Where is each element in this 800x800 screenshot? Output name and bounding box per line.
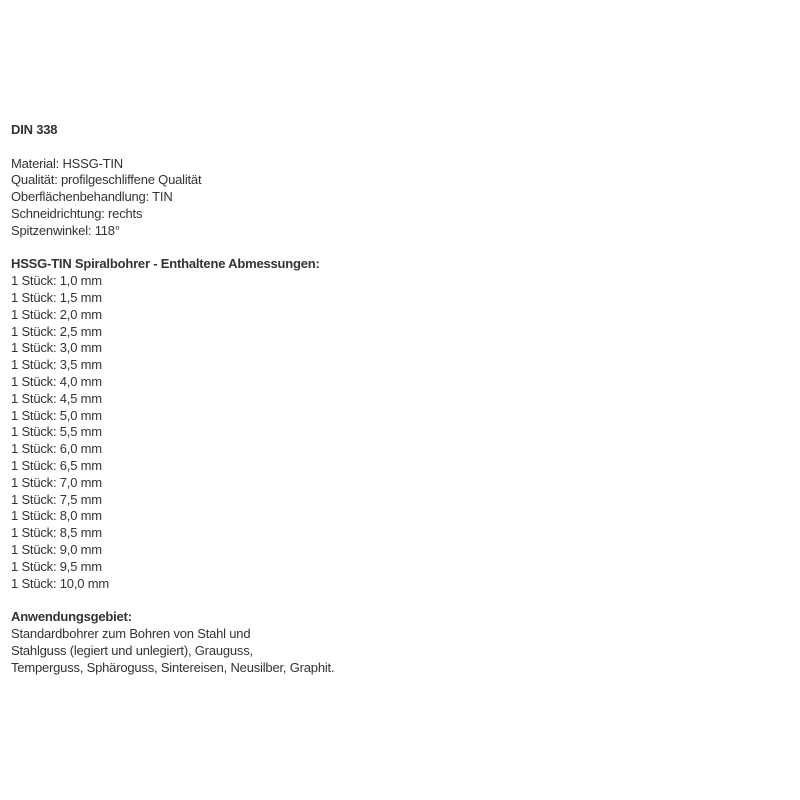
dimensions-list — [11, 273, 771, 592]
application-heading: Anwendungsgebiet: — [11, 609, 132, 625]
dimension-item: 1 Stück: 4,0 mm — [11, 373, 102, 389]
dimension-item: 1 Stück: 6,0 mm — [11, 441, 102, 457]
spacer — [11, 139, 771, 156]
dimension-item: 1 Stück: 7,5 mm — [11, 491, 102, 507]
dimension-item: 1 Stück: 5,5 mm — [11, 424, 102, 440]
standard-title: DIN 338 — [11, 122, 58, 137]
dimension-item: 1 Stück: 9,5 mm — [11, 558, 102, 574]
spec-list — [11, 156, 771, 240]
dimension-item: 1 Stück: 3,5 mm — [11, 357, 102, 373]
product-description — [11, 122, 771, 676]
application-text — [11, 626, 771, 676]
dimension-item: 1 Stück: 10,0 mm — [11, 575, 109, 591]
application-line: Temperguss, Sphäroguss, Sintereisen, Neusilber, Graphit. — [11, 659, 335, 675]
spec-quality: Qualität: profilgeschliffene Qualität — [11, 172, 202, 188]
dimension-item: 1 Stück: 5,0 mm — [11, 407, 102, 423]
spacer — [11, 240, 771, 257]
spec-surface: Oberflächenbehandlung: TIN — [11, 189, 173, 205]
dimensions-heading: HSSG-TIN Spiralbohrer - Enthaltene Abmessungen: — [11, 256, 320, 272]
dimension-item: 1 Stück: 8,0 mm — [11, 508, 102, 524]
dimension-item: 1 Stück: 2,5 mm — [11, 323, 102, 339]
dimension-item: 1 Stück: 4,5 mm — [11, 390, 102, 406]
spec-cutting-direction: Schneidrichtung: rechts — [11, 205, 143, 221]
application-line: Stahlguss (legiert und unlegiert), Grauguss, — [11, 642, 253, 658]
dimension-item: 1 Stück: 3,0 mm — [11, 340, 102, 356]
spacer — [11, 592, 771, 609]
spec-point-angle: Spitzenwinkel: 118° — [11, 222, 120, 238]
application-line: Standardbohrer zum Bohren von Stahl und — [11, 625, 251, 641]
dimension-item: 1 Stück: 1,0 mm — [11, 273, 102, 289]
dimension-item: 1 Stück: 6,5 mm — [11, 457, 102, 473]
dimension-item: 1 Stück: 1,5 mm — [11, 289, 102, 305]
spec-material: Material: HSSG-TIN — [11, 155, 123, 171]
dimension-item: 1 Stück: 2,0 mm — [11, 306, 102, 322]
dimension-item: 1 Stück: 9,0 mm — [11, 541, 102, 557]
dimension-item: 1 Stück: 7,0 mm — [11, 474, 102, 490]
dimension-item: 1 Stück: 8,5 mm — [11, 525, 102, 541]
